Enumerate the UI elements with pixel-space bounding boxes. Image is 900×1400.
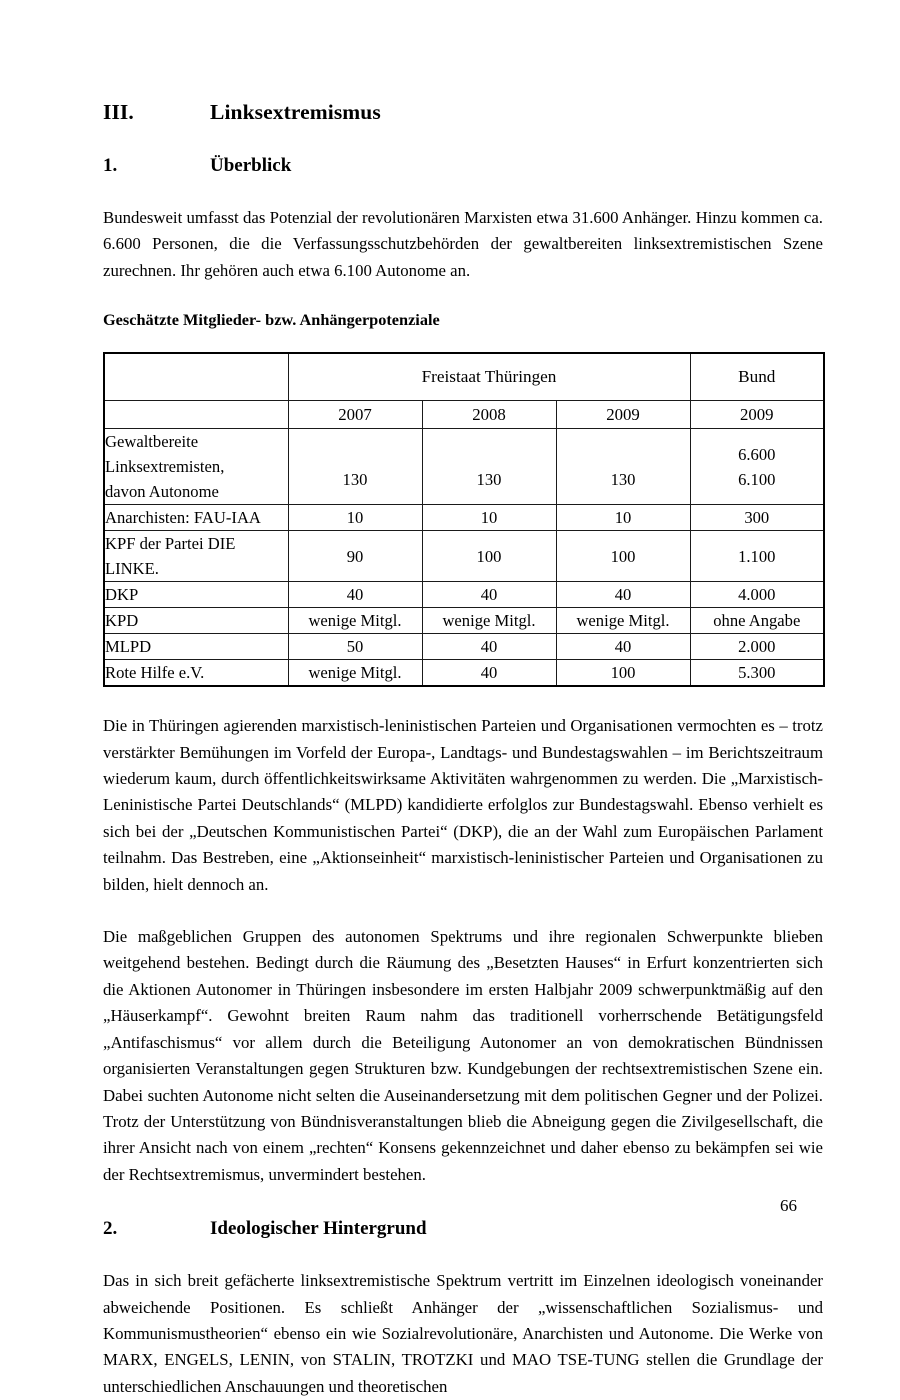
cell-gewaltbereite-2007 <box>288 429 422 505</box>
cell-kpd-2007: wenige Mitgl. <box>288 608 422 634</box>
row-label-dkp: DKP <box>104 582 288 608</box>
subsection-1-heading <box>103 155 823 177</box>
subsection-1-title: Überblick <box>210 155 292 176</box>
row-label-rote-hilfe: Rote Hilfe e.V. <box>104 660 288 687</box>
subsection-2-number: 2. <box>103 1218 118 1240</box>
cell-rote-hilfe-2007: wenige Mitgl. <box>288 660 422 687</box>
cell-anarchisten-2007: 10 <box>288 505 422 531</box>
paragraph-autonome-spektrum: Die maßgeblichen Gruppen des autonomen Spektrums und ihre regionalen Schwerpunkte blieben weitgehend bestehen. Bedingt durch die Räumung des „Besetzten Hauses“ in Erfurt konzentrierten sich die Aktionen Autonomer in Thüringen insbesondere im ersten Halbjahr 2009 schwerpunktmäßig auf den „Häuserkampf“. Gewohnt breiten Raum nahm das traditionell vorherrschende Betätigungsfeld „Antifaschismus“ vor allem durch die Beteiligung Autonomer an von demokratischen Bündnissen organisierten Veranstaltungen gegen Strukturen bzw. Kundgebungen der rechtsextremistischen Szene ein. Dabei suchten Autonome nicht selten die Auseinandersetzung mit dem politischen Gegner und der Polizei. Trotz der Unterstützung von Bündnisveranstaltungen blieb die Abneigung gegen die Zivilgesellschaft, die ihrer Ansicht nach von einem „rechten“ Konsens gekennzeichnet und daher ebenso zu bekämpfen sei wie der Rechtsextremismus, unvermindert bestehen. <box>103 927 823 1184</box>
cell-kpf-2009: 100 <box>556 531 690 582</box>
cell-dkp-bund: 4.000 <box>690 582 824 608</box>
page-number: 66 <box>780 1196 797 1215</box>
row-label-line2: davon Autonome <box>105 482 219 502</box>
year-header-bund-2009: 2009 <box>690 401 824 429</box>
group-header-federal: Bund <box>690 353 824 401</box>
row-label-kpf: KPF der Partei DIE LINKE. <box>104 531 288 582</box>
cell-line2: 130 <box>476 469 502 489</box>
table-row <box>104 608 824 634</box>
cell-anarchisten-2009: 10 <box>556 505 690 531</box>
group-header-state: Freistaat Thüringen <box>288 353 690 401</box>
table-row <box>104 429 824 505</box>
subsection-2-heading <box>103 1218 823 1240</box>
table-row <box>104 660 824 687</box>
cell-kpf-bund: 1.100 <box>690 531 824 582</box>
cell-anarchisten-2008: 10 <box>422 505 556 531</box>
section-title: Linksextremismus <box>210 100 381 124</box>
cell-rote-hilfe-bund: 5.300 <box>690 660 824 687</box>
row-label-anarchisten: Anarchisten: FAU-IAA <box>104 505 288 531</box>
cell-kpf-2007: 90 <box>288 531 422 582</box>
subsection-1-number: 1. <box>103 155 118 176</box>
cell-mlpd-2009: 40 <box>556 634 690 660</box>
cell-mlpd-2007: 50 <box>288 634 422 660</box>
row-label-line1: Gewaltbereite Linksextremisten, <box>105 432 225 477</box>
row-label-mlpd: MLPD <box>104 634 288 660</box>
table-row <box>104 531 824 582</box>
year-header-2007: 2007 <box>288 401 422 429</box>
table-caption: Geschätzte Mitglieder- bzw. Anhängerpotenziale <box>103 310 440 330</box>
table-row <box>104 582 824 608</box>
cell-line1: 6.600 <box>738 444 776 464</box>
table-corner-cell <box>104 353 288 401</box>
row-label-kpd: KPD <box>104 608 288 634</box>
cell-rote-hilfe-2008: 40 <box>422 660 556 687</box>
membership-potential-table <box>103 352 825 687</box>
year-header-2009: 2009 <box>556 401 690 429</box>
paragraph-ideologisch: Das in sich breit gefächerte linksextremistische Spektrum vertritt im Einzelnen ideologisch voneinander abweichende Positionen. Es schließt Anhänger der „wissenschaftlichen Sozialismus- und Kommunismustheorien“ ebenso ein wie Sozialrevolutionäre, Anarchisten und Autonome. Die Werke von MARX, ENGELS, LENIN, von STALIN, TROTZKI und MAO TSE-TUNG stellen die Grundlage der unterschiedlichen Anschauungen und theoretischen <box>103 1271 823 1396</box>
cell-line2: 130 <box>610 469 636 489</box>
cell-line2: 6.100 <box>738 469 776 489</box>
table-group-header-row <box>104 353 824 401</box>
cell-kpf-2008: 100 <box>422 531 556 582</box>
cell-mlpd-2008: 40 <box>422 634 556 660</box>
row-label-gewaltbereite <box>104 429 288 505</box>
section-number: III. <box>103 100 134 124</box>
table-row <box>104 634 824 660</box>
cell-kpd-2008: wenige Mitgl. <box>422 608 556 634</box>
cell-gewaltbereite-bund <box>690 429 824 505</box>
page-content <box>103 100 823 1400</box>
cell-dkp-2007: 40 <box>288 582 422 608</box>
cell-mlpd-bund: 2.000 <box>690 634 824 660</box>
cell-rote-hilfe-2009: 100 <box>556 660 690 687</box>
cell-anarchisten-bund: 300 <box>690 505 824 531</box>
intro-paragraph: Bundesweit umfasst das Potenzial der revolutionären Marxisten etwa 31.600 Anhänger. Hinzu kommen ca. 6.600 Personen, die die Verfassungsschutzbehörden der gewaltbereiten linksextremistischen Szene zurechnen. Ihr gehören auch etwa 6.100 Autonome an. <box>103 208 823 280</box>
table-year-header-row <box>104 401 824 429</box>
cell-kpd-bund: ohne Angabe <box>690 608 824 634</box>
subsection-2-title: Ideologischer Hintergrund <box>210 1218 427 1240</box>
year-header-blank <box>104 401 288 429</box>
cell-gewaltbereite-2009 <box>556 429 690 505</box>
table-row <box>104 505 824 531</box>
paragraph-marxistisch-leninistische: Die in Thüringen agierenden marxistisch-leninistischen Parteien und Organisationen vermochten es – trotz verstärkter Bemühungen im Vorfeld der Europa-, Landtags- und Bundestagswahlen – im Berichtszeitraum wiederum kaum, durch öffentlichkeitswirksame Aktivitäten wahrgenommen zu werden. Die „Marxistisch-Leninistische Partei Deutschlands“ (MLPD) kandidierte erfolglos zur Bundestagswahl. Ebenso verhielt es sich bei der „Deutschen Kommunistischen Partei“ (DKP), die an der Wahl zum Europäischen Parlament teilnahm. Das Bestreben, eine „Aktionseinheit“ marxistisch-leninistischer Parteien und Organisationen zu bilden, hielt dennoch an. <box>103 716 823 894</box>
section-heading <box>103 100 823 125</box>
cell-line2: 130 <box>342 469 368 489</box>
cell-dkp-2008: 40 <box>422 582 556 608</box>
cell-kpd-2009: wenige Mitgl. <box>556 608 690 634</box>
cell-dkp-2009: 40 <box>556 582 690 608</box>
cell-gewaltbereite-2008 <box>422 429 556 505</box>
year-header-2008: 2008 <box>422 401 556 429</box>
